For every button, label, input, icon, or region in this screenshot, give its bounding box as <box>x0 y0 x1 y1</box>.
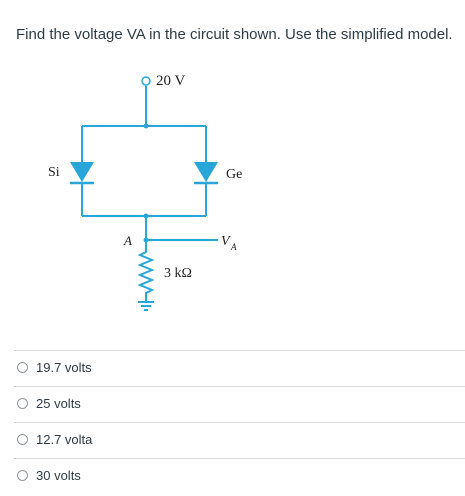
answer-label: 19.7 volts <box>36 360 92 375</box>
radio-button[interactable] <box>17 434 28 445</box>
resistor-symbol <box>140 246 152 302</box>
radio-button[interactable] <box>17 398 28 409</box>
ge-diode-symbol <box>194 162 218 182</box>
answer-options <box>14 350 465 494</box>
radio-button[interactable] <box>17 362 28 373</box>
ge-label: Ge <box>226 167 243 182</box>
node-a-label: A <box>124 233 132 248</box>
answer-label: 30 volts <box>36 468 81 483</box>
radio-button[interactable] <box>17 470 28 481</box>
question-text: Find the voltage VA in the circuit shown. Use the simplified model. <box>16 26 453 43</box>
si-diode-symbol <box>70 162 94 182</box>
answer-label: 12.7 volta <box>36 432 93 447</box>
answer-label: 25 volts <box>36 396 81 411</box>
supply-terminal <box>142 77 150 85</box>
answer-option[interactable] <box>14 458 465 494</box>
answer-option[interactable] <box>14 422 465 458</box>
output-subscript: A <box>231 242 237 252</box>
resistor-label: 3 kΩ <box>164 266 192 281</box>
output-v-label: V <box>221 234 230 249</box>
si-label: Si <box>48 165 60 180</box>
answer-option[interactable] <box>14 350 465 386</box>
answer-option[interactable] <box>14 386 465 422</box>
supply-label: 20 V <box>156 73 186 89</box>
ground-symbol <box>138 302 154 310</box>
